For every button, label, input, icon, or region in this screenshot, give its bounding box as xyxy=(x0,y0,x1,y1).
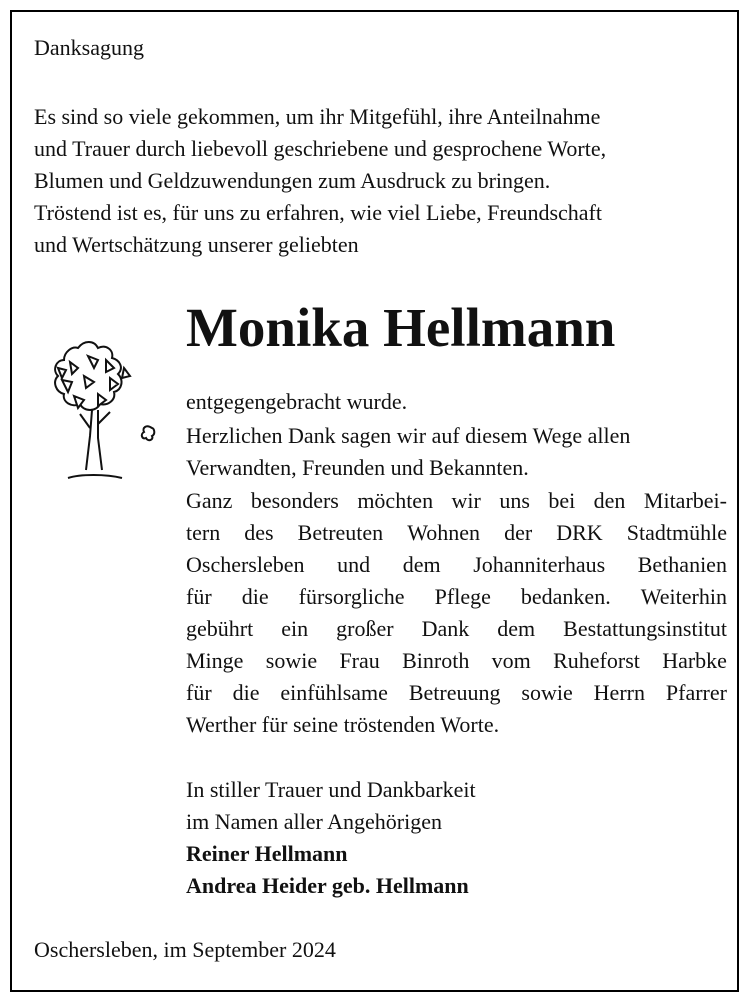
body-line xyxy=(186,617,727,641)
deceased-name: Monika Hellmann xyxy=(186,297,616,358)
word: den xyxy=(593,488,626,513)
body-line xyxy=(186,649,727,673)
word: Binroth xyxy=(402,648,470,673)
word: großer xyxy=(336,616,394,641)
word: Dank xyxy=(421,616,470,641)
word: Mitarbei- xyxy=(643,488,727,513)
word: die xyxy=(232,680,260,705)
word: wir xyxy=(451,488,481,513)
word: Bestattungsinstitut xyxy=(563,616,727,641)
body-line: Herzlichen Dank sagen wir auf diesem Wege allen xyxy=(186,423,631,448)
signer-name: Reiner Hellmann xyxy=(186,841,348,866)
word: sowie xyxy=(265,648,318,673)
word: Betreuten xyxy=(297,520,384,545)
word: dem xyxy=(497,616,536,641)
word: DRK xyxy=(556,520,603,545)
word: des xyxy=(244,520,274,545)
word: Minge xyxy=(186,648,244,673)
word: Johanniterhaus xyxy=(473,552,606,577)
word: gebührt xyxy=(186,616,254,641)
word: und xyxy=(337,552,371,577)
word: ein xyxy=(281,616,309,641)
word: bedanken. xyxy=(520,584,611,609)
word: einfühlsame xyxy=(280,680,388,705)
word: Pflege xyxy=(434,584,491,609)
word: Herrn xyxy=(593,680,645,705)
closing-line: In stiller Trauer und Dankbarkeit xyxy=(186,777,476,802)
word: fürsorgliche xyxy=(298,584,405,609)
word: dem xyxy=(402,552,441,577)
word: möchten xyxy=(357,488,434,513)
notice-heading: Danksagung xyxy=(34,35,144,60)
intro-line: und Wertschätzung unserer geliebten xyxy=(34,232,359,257)
intro-line: und Trauer durch liebevoll geschriebene und gesprochene Worte, xyxy=(34,136,607,161)
word: Wohnen xyxy=(407,520,481,545)
word: bei xyxy=(548,488,576,513)
word: Bethanien xyxy=(637,552,727,577)
word: Betreuung xyxy=(408,680,501,705)
word: sowie xyxy=(521,680,573,705)
place-date: Oschersleben, im September 2024 xyxy=(34,937,336,962)
body-line xyxy=(186,553,727,577)
body-line xyxy=(186,681,727,705)
word: Stadtmühle xyxy=(626,520,727,545)
body-line: entgegengebracht wurde. xyxy=(186,389,408,414)
word: Harbke xyxy=(662,648,727,673)
word: für xyxy=(186,680,212,705)
word: Weiterhin xyxy=(640,584,727,609)
body-line xyxy=(186,585,727,609)
word: der xyxy=(504,520,533,545)
intro-line: Tröstend ist es, für uns zu erfahren, wie viel Liebe, Freundschaft xyxy=(34,200,602,225)
closing-line: im Namen aller Angehörigen xyxy=(186,809,442,834)
intro-line: Blumen und Geldzuwendungen zum Ausdruck zu bringen. xyxy=(34,168,551,193)
tree-icon xyxy=(40,338,160,488)
word: vom xyxy=(491,648,531,673)
word: Frau xyxy=(339,648,380,673)
word: tern xyxy=(186,520,221,545)
obituary-notice xyxy=(10,10,739,992)
body-line xyxy=(186,489,727,513)
word: Ruheforst xyxy=(553,648,640,673)
word: die xyxy=(241,584,269,609)
intro-line: Es sind so viele gekommen, um ihr Mitgefühl, ihre Anteilnahme xyxy=(34,104,601,129)
word: Pfarrer xyxy=(665,680,727,705)
word: Ganz xyxy=(186,488,233,513)
signer-name: Andrea Heider geb. Hellmann xyxy=(186,873,469,898)
word: Oschersleben xyxy=(186,552,305,577)
word: uns xyxy=(499,488,530,513)
word: besonders xyxy=(250,488,339,513)
body-line: Verwandten, Freunden und Bekannten. xyxy=(186,455,529,480)
body-line xyxy=(186,521,727,545)
body-line: Werther für seine tröstenden Worte. xyxy=(186,712,500,737)
word: für xyxy=(186,584,212,609)
